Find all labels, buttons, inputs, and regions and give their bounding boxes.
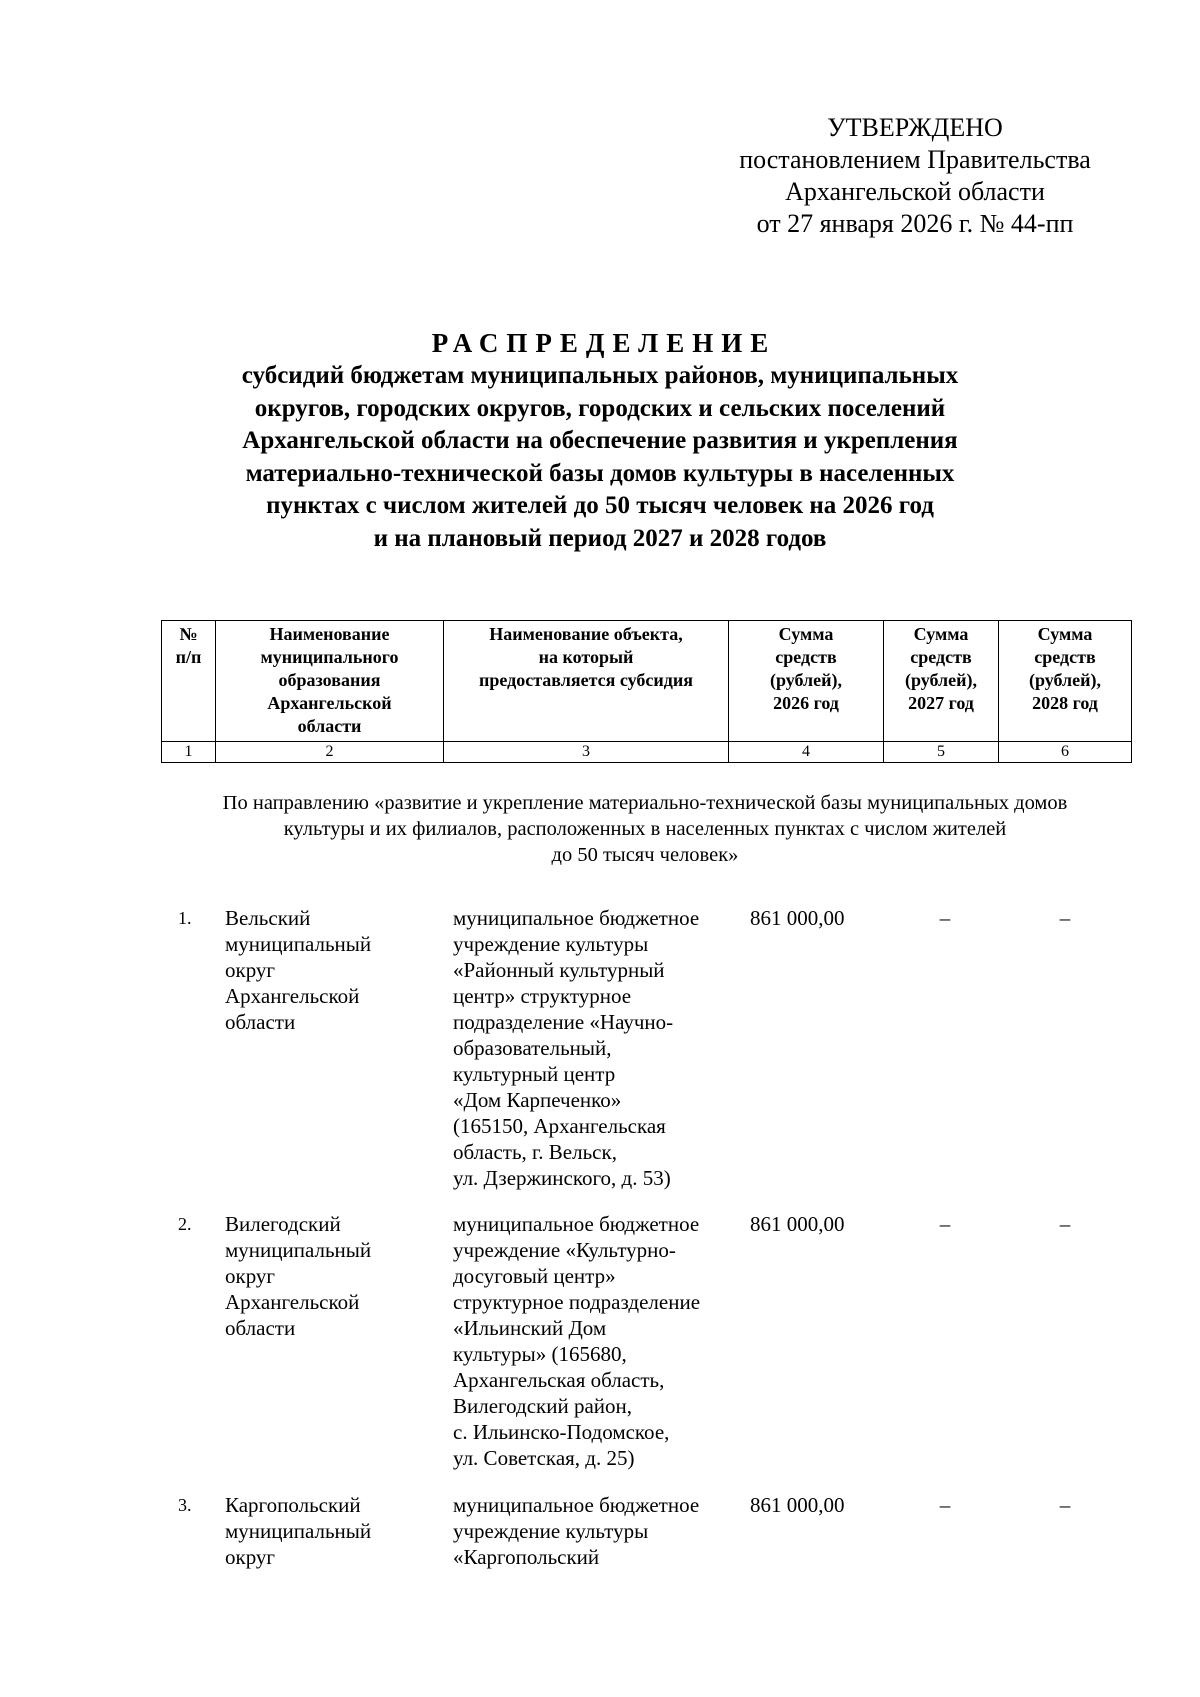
header-cell-number: № п/п <box>162 621 216 742</box>
approval-line: постановлением Правительства <box>739 145 1091 174</box>
column-number: 3 <box>444 742 729 763</box>
approval-title: УТВЕРЖДЕНО <box>827 113 1003 142</box>
approval-stamp <box>700 112 1130 240</box>
object-name: муниципальное бюджетное учреждение «Культурно- досуговый центр» структурное подразделение «Ильинский Дом культуры» (165680, Архангельская область, Вилегодский район, с. Ильинско-Подомское, ул. Советская, д. 25) <box>453 1212 701 1470</box>
direction-caption <box>150 790 1140 868</box>
approval-date: от 27 января 2026 г. № 44-пп <box>756 209 1074 238</box>
header-cell-sum-2027: Сумма средств (рублей), 2027 год <box>884 621 999 742</box>
direction-line: до 50 тысяч человек» <box>551 844 739 866</box>
direction-line: По направлению «развитие и укрепление материально-технической базы муниципальных домов <box>222 792 1068 814</box>
sum-2027: – <box>939 1493 951 1517</box>
header-cell-sum-2028: Сумма средств (рублей), 2028 год <box>999 621 1132 742</box>
sum-2026: 861 000,00 <box>750 906 845 930</box>
sum-2028: – <box>1059 906 1071 930</box>
table-header <box>161 620 1132 763</box>
sum-2026: 861 000,00 <box>750 1212 845 1236</box>
approval-line: Архангельской области <box>785 177 1045 206</box>
object-name: муниципальное бюджетное учреждение культуры «Районный культурный центр» структурное подразделение «Научно- образовательный, культурный центр «Дом Карпеченко» (165150, Архангельская область, г. Вельск, ул. Дзержинского, д. 53) <box>453 906 700 1190</box>
header-cell-municipality: Наименование муниципального образования Архангельской области <box>216 621 444 742</box>
sum-2027: – <box>939 906 951 930</box>
row-number: 3. <box>178 1495 192 1515</box>
sum-2028: – <box>1059 1212 1071 1236</box>
sum-2028: – <box>1059 1493 1071 1517</box>
direction-line: культуры и их филиалов, расположенных в населенных пунктах с числом жителей <box>283 818 1007 840</box>
row-number: 2. <box>178 1214 192 1234</box>
subtitle-line: субсидий бюджетам муниципальных районов, муниципальных <box>241 362 959 389</box>
subtitle-line: округов, городских округов, городских и сельских поселений <box>254 394 946 422</box>
document-subtitle <box>160 360 1040 555</box>
column-number: 2 <box>216 742 444 763</box>
subtitle-line: материально-технической базы домов культуры в населенных <box>245 459 955 487</box>
subtitle-line: и на плановый период 2027 и 2028 годов <box>373 524 827 552</box>
municipality-name: Каргопольский муниципальный округ <box>225 1493 372 1569</box>
column-number: 4 <box>729 742 884 763</box>
header-cell-sum-2026: Сумма средств (рублей), 2026 год <box>729 621 884 742</box>
document-heading: РАСПРЕДЕЛЕНИЕ <box>431 328 777 358</box>
subtitle-line: Архангельской области на обеспечение развития и укрепления <box>242 427 958 454</box>
municipality-name: Вельский муниципальный округ Архангельской области <box>225 906 372 1034</box>
header-cell-object: Наименование объекта, на который предоставляется субсидия <box>444 621 729 742</box>
column-number: 1 <box>162 742 216 763</box>
subtitle-line: пунктах с числом жителей до 50 тысяч человек на 2026 год <box>266 492 934 519</box>
municipality-name: Вилегодский муниципальный округ Архангельской области <box>225 1212 372 1340</box>
sum-2026: 861 000,00 <box>750 1493 845 1517</box>
column-number: 6 <box>999 742 1132 763</box>
sum-2027: – <box>939 1212 951 1236</box>
column-number: 5 <box>884 742 999 763</box>
row-number: 1. <box>178 908 192 928</box>
document-title <box>160 326 1040 555</box>
object-name: муниципальное бюджетное учреждение культуры «Каргопольский <box>453 1493 700 1569</box>
